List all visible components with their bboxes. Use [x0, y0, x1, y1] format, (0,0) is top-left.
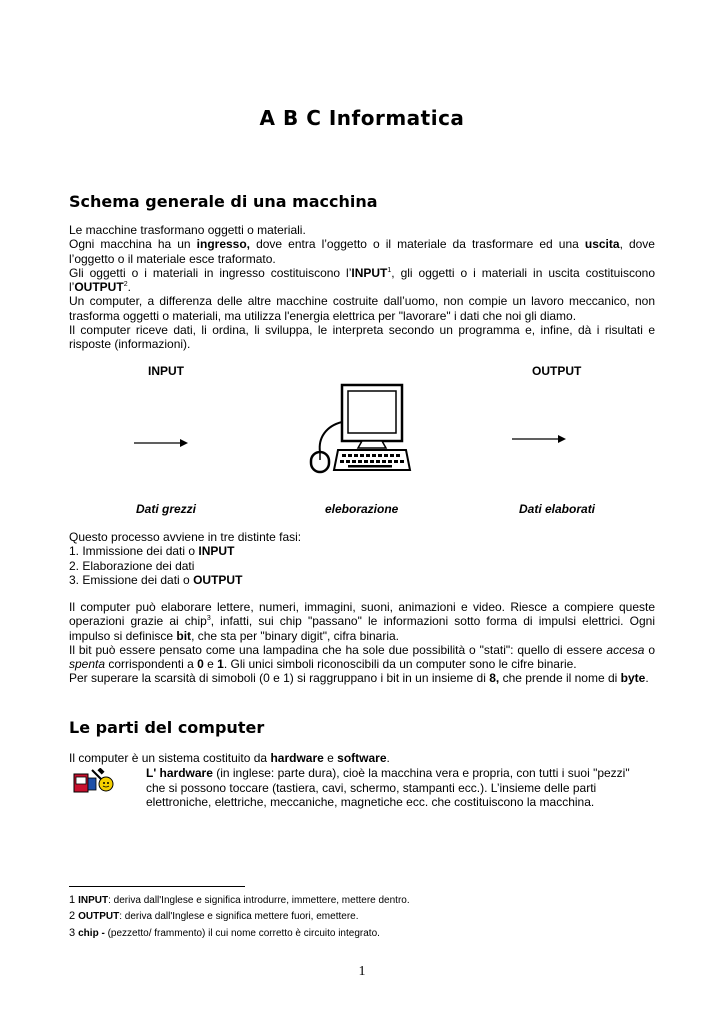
- text-run: e: [203, 657, 218, 672]
- section-schema-body: [69, 223, 655, 352]
- text-run: .: [386, 751, 390, 765]
- text-bold: L' hardware: [146, 766, 213, 780]
- text-run: e: [323, 751, 338, 765]
- list-item: [69, 573, 655, 587]
- text-bold: software: [337, 751, 387, 765]
- paragraph: Un computer, a differenza delle altre macchine costruite dall’uomo, non compie un lavoro meccanico, non trasforma oggetti o materiali, ma utilizza l'energia elettrica per "lavorare" i dati che noi gli diamo.: [69, 294, 655, 323]
- diagram-caption-processing: eleborazione: [325, 502, 399, 516]
- text-bold: bit: [176, 628, 192, 643]
- text-bold: 1: [217, 657, 224, 672]
- text-run: , dove l’oggetto o il materiale esce traformato.: [69, 237, 655, 266]
- footnote: [69, 927, 380, 939]
- footnote-number: 2: [69, 910, 76, 922]
- footnote-term: chip -: [78, 928, 105, 939]
- footnote-separator: [69, 886, 245, 887]
- footnote-number: 3: [69, 927, 76, 939]
- paragraph: Il computer riceve dati, li ordina, li sviluppa, le interpreta secondo un programma e, infine, dà i risultati e risposte (informazioni).: [69, 323, 655, 352]
- text-bold: 8,: [489, 671, 500, 686]
- footnote-number: 1: [69, 894, 76, 906]
- section-heading-parts: Le parti del computer: [69, 718, 265, 737]
- text-run: Il computer è un sistema costituito da: [69, 751, 271, 765]
- footnote-text: : deriva dall'Inglese e significa mettere fuori, emettere.: [119, 911, 359, 922]
- bits-body: [69, 600, 655, 686]
- text-run: .: [645, 671, 649, 686]
- text-run: Il bit può essere pensato come una lampadina che ha sole due possibilità o "stati": quello di essere: [69, 642, 607, 657]
- text-bold: uscita: [584, 237, 620, 252]
- text-run: Gli oggetti o i materiali in ingresso costituiscono l’: [69, 265, 352, 280]
- text-run: che prende il nome di: [499, 671, 621, 686]
- page-number: 1: [358, 964, 366, 979]
- input-arrow-icon: [130, 434, 194, 452]
- footnote-text: (pezzetto/ frammento) il cui nome corretto è circuito integrato.: [104, 928, 380, 939]
- paragraph: Questo processo avviene in tre distinte fasi:: [69, 530, 302, 544]
- text-run: o: [644, 642, 655, 657]
- footnote: [69, 894, 410, 906]
- text-bold: byte: [620, 671, 646, 686]
- text-run: 1. Immissione dei dati o: [69, 544, 199, 559]
- footnote-text: : deriva dall'Inglese e significa introdurre, immettere, mettere dentro.: [108, 895, 410, 906]
- text-bold: OUTPUT: [74, 280, 124, 295]
- paragraph: [146, 766, 646, 810]
- text-bold: ingresso,: [196, 237, 251, 252]
- paragraph: [69, 600, 655, 643]
- text-run: , infatti, sui chip "passano" le informazioni sotto forma di impulsi elettrici. Ogni impulso si definisce: [69, 614, 655, 643]
- hardware-description: [146, 766, 646, 810]
- diagram-caption-processed-data: Dati elaborati: [519, 502, 596, 516]
- text-bold: INPUT: [198, 544, 235, 559]
- text-run: , gli oggetti o i materiali in uscita costituiscono l’: [69, 265, 655, 295]
- paragraph: Le macchine trasformano oggetti o materiali.: [69, 223, 306, 237]
- text-run: , che sta per "binary digit", cifra binaria.: [191, 628, 400, 643]
- text-bold: 0: [197, 657, 204, 672]
- paragraph: [69, 266, 655, 295]
- list-item: [69, 544, 655, 558]
- text-bold: hardware: [270, 751, 324, 765]
- paragraph: [69, 643, 655, 672]
- diagram-output-label: OUTPUT: [532, 364, 582, 378]
- text-italic: accesa: [606, 642, 645, 657]
- text-bold: INPUT: [351, 265, 388, 280]
- text-run: corrispondenti a: [105, 657, 198, 672]
- text-run: .: [127, 280, 131, 295]
- text-run: 3. Emissione dei dati o: [69, 572, 194, 587]
- page-title: A B C Informatica: [259, 106, 465, 130]
- list-item: 2. Elaborazione dei dati: [69, 558, 195, 573]
- hardware-clipart-icon: [72, 768, 116, 794]
- section-heading-schema: Schema generale di una macchina: [69, 192, 378, 211]
- text-run: Ogni macchina ha un: [69, 237, 197, 252]
- paragraph: [69, 751, 655, 765]
- output-arrow-icon: [508, 430, 572, 448]
- text-run: . Gli unici simboli riconoscibili da un computer sono le cifre binarie.: [223, 657, 577, 672]
- footnote-ref: 3: [206, 615, 211, 623]
- text-bold: OUTPUT: [193, 572, 243, 587]
- phases-list: [69, 530, 655, 587]
- text-italic: spenta: [69, 657, 106, 672]
- computer-icon: [302, 382, 414, 476]
- text-run: dove entra l’oggetto o il materiale da trasformare ed una: [250, 237, 585, 252]
- footnote-ref: 2: [123, 281, 128, 289]
- footnote-term: OUTPUT: [78, 911, 120, 922]
- diagram-input-label: INPUT: [148, 364, 184, 378]
- footnote-term: INPUT: [78, 895, 109, 906]
- paragraph: [69, 671, 655, 685]
- text-run: Il computer può elaborare lettere, numeri, immagini, suoni, animazioni e video. Riesce a compiere queste operazioni grazie ai chip: [69, 600, 655, 629]
- parts-intro: [69, 751, 655, 765]
- text-run: Per superare la scarsità di simoboli (0 e 1) si raggruppano i bit in un insieme di: [69, 671, 490, 686]
- footnote-ref: 1: [387, 266, 392, 274]
- paragraph: [69, 237, 655, 266]
- footnote: [69, 910, 358, 922]
- text-run: (in inglese: parte dura), cioè la macchina vera e propria, con tutti i suoi "pezzi" che si possono toccare (tastiera, cavi, schermo, stampanti ecc.). L’insieme delle parti elettroniche, elettriche, meccaniche, magnetiche ecc. che costituiscono la macchina.: [146, 766, 630, 809]
- diagram-caption-raw-data: Dati grezzi: [136, 502, 197, 516]
